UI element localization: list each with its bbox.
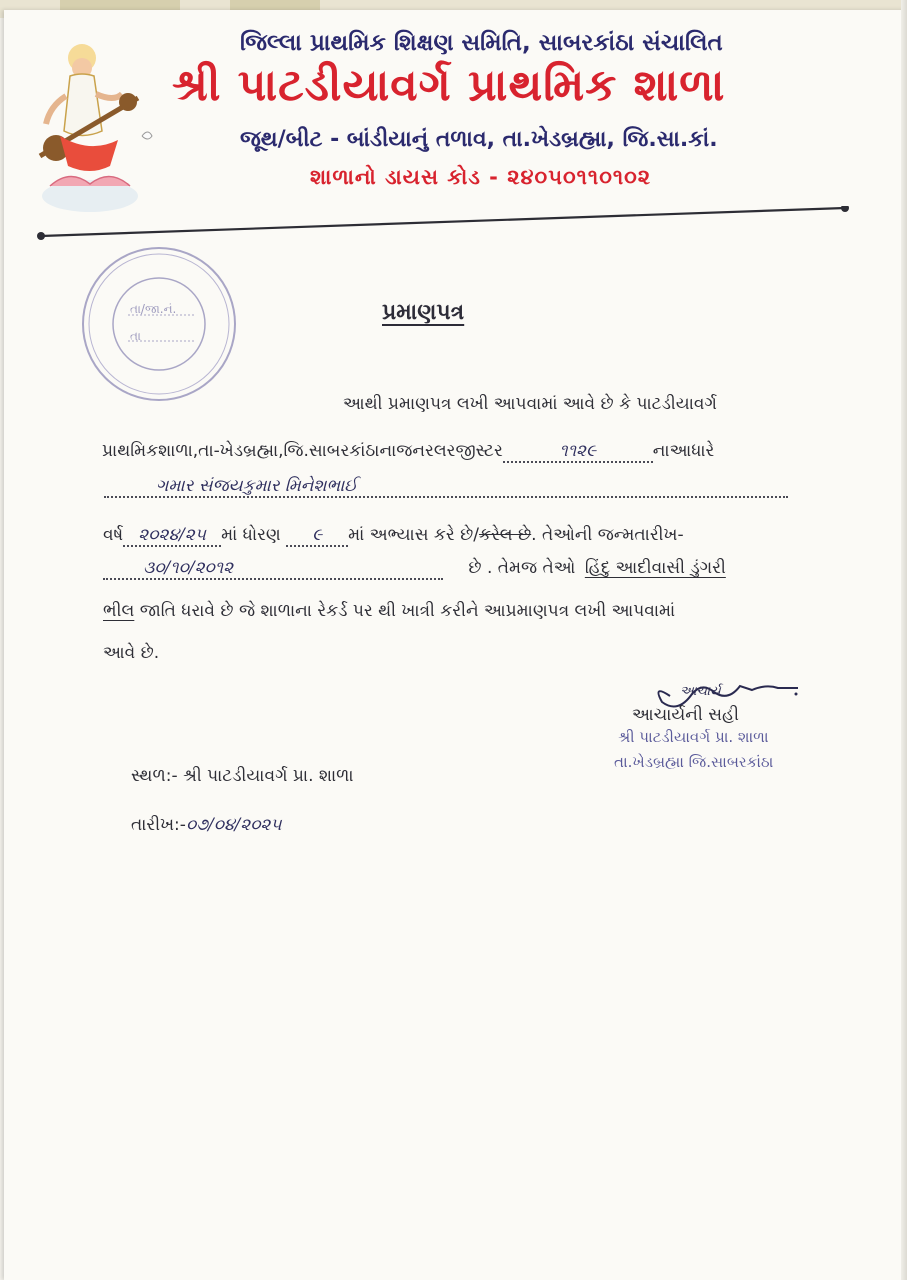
body-line-3 [104, 476, 788, 498]
date-label: તારીખ:- [131, 815, 186, 835]
study-text: માં અભ્યાસ કરે છે/ [348, 525, 479, 545]
body-line-2 [102, 441, 714, 463]
religion-caste: હિંદુ આદીવાસી ડુંગરી [584, 558, 726, 578]
year-prefix: વર્ષ [103, 525, 124, 545]
certificate-title: પ્રમાણપત્ર [382, 300, 465, 325]
line6-rest: જાતિ ધરાવે છે જે શાળાના રેકર્ડ પર થી ખાત્રી કરીને આપ્રમાણપત્ર લખી આપવામાં [139, 601, 676, 621]
stamp-ta-label: તા [130, 329, 141, 343]
stamp-date-label: તા/જા.નં. [130, 302, 177, 316]
body-line-7: આવે છે. [103, 643, 160, 663]
line2-suffix: નાઆધારે [652, 441, 715, 461]
header-school-name: શ્રી પાટડીયાવર્ગ પ્રાથમિક શાળા [172, 60, 726, 111]
body-line-6 [103, 601, 675, 621]
signature-text: આચાર્ય [680, 684, 721, 699]
academic-year: ૨૦૨૪/૨૫ [123, 525, 221, 547]
saraswati-logo [30, 36, 155, 216]
date-line [131, 815, 282, 835]
line2-prefix: પ્રાથમિકશાળા,તા-ખેડબ્રહ્મા,જિ.સાબરકાંઠાનાજનરલરજીસ્ટર [102, 441, 503, 461]
header-address: જૂથ/બીટ - બાંડીયાનું તળાવ, તા.ખેડબ્રહ્મા, જિ.સા.કાં. [240, 127, 718, 152]
birth-date: ૩૦/૧૦/૨૦૧૨ [103, 558, 443, 580]
body-line-5 [103, 558, 726, 580]
body-line-4 [103, 525, 684, 547]
school-round-stamp [78, 243, 240, 405]
standard-label: માં ધોરણ [221, 525, 281, 545]
student-name: ગમાર સંજયકુમાર મિનેશભાઈ [104, 476, 788, 498]
dob-label: . તેઓની જન્મતારીખ- [531, 525, 684, 545]
header-organization: જિલ્લા પ્રાથમિક શિક્ષણ સમિતિ, સાબરકાંઠા સંચાલિત [240, 30, 723, 56]
line5-mid: છે . તેમજ તેઓ [468, 558, 576, 578]
body-line-1: આથી પ્રમાણપત્ર લખી આપવામાં આવે છે કે પાટડીયાવર્ગ [343, 394, 717, 414]
principal-signature-label: આચાર્યની સહી [632, 705, 739, 725]
tribe: ભીલ [103, 601, 135, 621]
register-number: ૧૧૨૯ [503, 441, 653, 463]
school-stamp-line-2: તા.ખેડબ્રહ્મા જિ.સાબરકાંઠા [614, 753, 774, 771]
struck-text: કરેલ છે [478, 525, 532, 545]
date-value: ૦૭/૦૪/૨૦૨૫ [185, 815, 282, 835]
school-stamp-line-1: શ્રી પાટડીયાવર્ગ પ્રા. શાળા [618, 728, 769, 746]
header-dise-code: શાળાનો ડાયસ કોડ - ૨૪૦૫૦૧૧૦૧૦૨ [310, 165, 652, 189]
place-line: સ્થળ:- શ્રી પાટડીયાવર્ગ પ્રા. શાળા [131, 766, 354, 786]
standard-value: ૯ [286, 525, 348, 547]
page-edge-shadow [901, 0, 907, 1280]
header-divider [37, 206, 849, 240]
